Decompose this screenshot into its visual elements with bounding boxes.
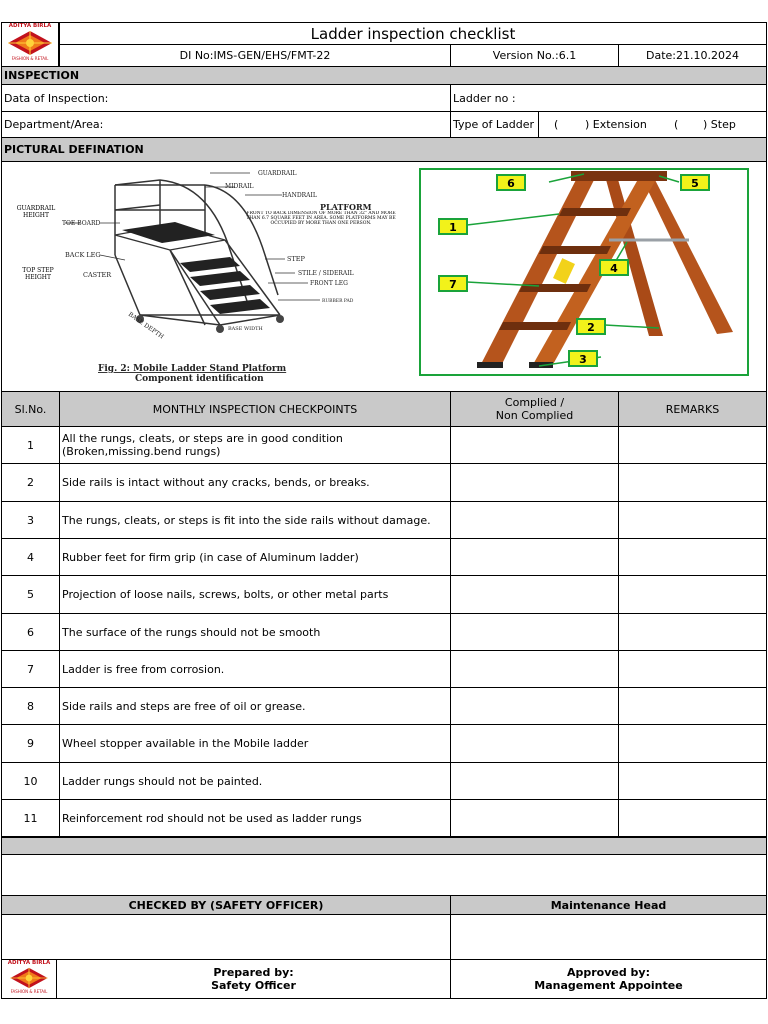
row-number: 7	[1, 650, 60, 688]
row-complied-cell[interactable]	[450, 724, 619, 763]
row-complied-cell[interactable]	[450, 426, 619, 464]
diagram-label-toe-board: TOE BOARD	[62, 220, 101, 227]
row-complied-cell[interactable]	[450, 575, 619, 614]
logo-emblem-icon	[7, 30, 53, 56]
row-number: 8	[1, 687, 60, 725]
maintenance-head-signature[interactable]	[450, 914, 767, 960]
diagram-label-base-depth: BASE DEPTH	[126, 310, 165, 341]
photo-callout-4: 4	[610, 262, 618, 275]
photo-callout-5: 5	[691, 177, 699, 190]
column-header-checkpoints: MONTHLY INSPECTION CHECKPOINTS	[59, 391, 451, 427]
row-number: 4	[1, 538, 60, 576]
row-complied-cell[interactable]	[450, 613, 619, 651]
diagram-caption-sub: Component identification	[135, 374, 264, 384]
pictorial-area	[1, 161, 767, 392]
diagram-label-handrail: HANDRAIL	[282, 192, 317, 199]
checked-by-header: CHECKED BY (SAFETY OFFICER)	[1, 895, 451, 915]
row-checkpoint: Side rails and steps are free of oil or grease.	[59, 687, 451, 725]
ladder-number-label: Ladder no :	[450, 84, 767, 112]
row-checkpoint: The surface of the rungs should not be smooth	[59, 613, 451, 651]
diagram-label-back-leg: BACK LEG	[65, 251, 101, 259]
row-number: 9	[1, 724, 60, 763]
row-remarks-cell[interactable]	[618, 799, 767, 837]
row-remarks-cell[interactable]	[618, 463, 767, 502]
photo-callout-6: 6	[507, 177, 515, 190]
row-remarks-cell[interactable]	[618, 538, 767, 576]
row-number: 5	[1, 575, 60, 614]
diagram-label-guardrail-height: GUARDRAIL HEIGHT	[16, 205, 56, 219]
diagram-platform-note: FRONT TO BACK DIMENSION OF MORE THAN 32" AND MORE THAN 6.7 SQUARE FEET IN AREA. SOME PLATFORMS MAY BE OCCUPIED BY MORE THAN ONE PERSON.	[246, 211, 396, 226]
department-label: Department/Area:	[1, 111, 451, 138]
diagram-caption: Fig. 2: Mobile Ladder Stand Platform	[98, 364, 287, 374]
checked-by-signature[interactable]	[1, 914, 451, 960]
row-complied-cell[interactable]	[450, 463, 619, 502]
row-remarks-cell[interactable]	[618, 650, 767, 688]
row-number: 1	[1, 426, 60, 464]
ladder-type-options	[538, 111, 767, 138]
row-remarks-cell[interactable]	[618, 687, 767, 725]
row-checkpoint: Ladder rungs should not be painted.	[59, 762, 451, 800]
row-number: 3	[1, 501, 60, 539]
row-number: 2	[1, 463, 60, 502]
logo-text: ADITYA BIRLA	[8, 23, 52, 29]
row-checkpoint: Reinforcement rod should not be used as ladder rungs	[59, 799, 451, 837]
column-header-sl-no: Sl.No.	[1, 391, 60, 427]
row-complied-cell[interactable]	[450, 650, 619, 688]
diagram-label-step: STEP	[287, 255, 305, 263]
row-checkpoint: Ladder is free from corrosion.	[59, 650, 451, 688]
diagram-label-platform: PLATFORM	[320, 202, 372, 212]
diagram-label-guardrail: GUARDRAIL	[258, 170, 297, 177]
photo-callout-3: 3	[579, 353, 587, 366]
company-logo	[1, 22, 59, 67]
row-number: 11	[1, 799, 60, 837]
row-number: 6	[1, 613, 60, 651]
diagram-label-caster: CASTER	[83, 271, 112, 279]
row-complied-cell[interactable]	[450, 762, 619, 800]
pictorial-section-header: PICTURAL DEFINATION	[1, 137, 767, 162]
spacer-band	[1, 837, 767, 855]
maintenance-head-header: Maintenance Head	[450, 895, 767, 915]
row-complied-cell[interactable]	[450, 538, 619, 576]
footer-logo	[1, 959, 57, 999]
photo-callout-2: 2	[587, 321, 595, 334]
approved-by	[450, 959, 767, 999]
option-extension[interactable]: ) Extension	[585, 118, 647, 131]
non-complied-label: Non Complied	[495, 409, 574, 422]
diagram-label-base-width: BASE WIDTH	[228, 326, 263, 332]
row-checkpoint: Side rails is intact without any cracks, bends, or breaks.	[59, 463, 451, 502]
option-bracket-1: (	[554, 118, 559, 131]
option-step[interactable]: ) Step	[703, 118, 736, 131]
row-complied-cell[interactable]	[450, 501, 619, 539]
logo-subtext: FASHION & RETAIL	[11, 56, 49, 61]
inspection-date-label: Data of Inspection:	[1, 84, 451, 112]
approved-by-label: Approved by:	[566, 966, 651, 979]
prepared-by-value: Safety Officer	[211, 979, 296, 992]
row-checkpoint: The rungs, cleats, or steps is fit into the side rails without damage.	[59, 501, 451, 539]
inspection-section-header: INSPECTION	[1, 66, 767, 85]
diagram-label-top-step-height: TOP STEP HEIGHT	[22, 267, 54, 281]
footer-logo-subtext: FASHION & RETAIL	[10, 989, 48, 994]
prepared-by	[56, 959, 451, 999]
mobile-ladder-diagram	[10, 165, 410, 387]
footer-logo-text: ADITYA BIRLA	[7, 960, 51, 966]
option-bracket-2: (	[674, 118, 679, 131]
row-number: 10	[1, 762, 60, 800]
diagram-label-stile: STILE / SIDERAIL	[298, 270, 354, 277]
version-number: Version No.:6.1	[450, 44, 619, 67]
column-header-complied	[450, 391, 619, 427]
footer-logo-emblem-icon	[7, 967, 51, 989]
prepared-by-label: Prepared by:	[213, 966, 294, 979]
row-checkpoint: Projection of loose nails, screws, bolts, or other metal parts	[59, 575, 451, 614]
document-date: Date:21.10.2024	[618, 44, 767, 67]
step-ladder-photo	[419, 168, 749, 376]
row-remarks-cell[interactable]	[618, 724, 767, 763]
approved-by-value: Management Appointee	[534, 979, 683, 992]
photo-callout-1: 1	[449, 221, 457, 234]
row-remarks-cell[interactable]	[618, 762, 767, 800]
row-remarks-cell[interactable]	[618, 575, 767, 614]
notes-area[interactable]	[1, 854, 767, 896]
row-checkpoint: All the rungs, cleats, or steps are in good condition (Broken,missing.bend rungs)	[59, 426, 451, 464]
page-title: Ladder inspection checklist	[59, 22, 767, 45]
row-complied-cell[interactable]	[450, 799, 619, 837]
complied-label: Complied /	[504, 396, 565, 409]
row-checkpoint: Wheel stopper available in the Mobile ladder	[59, 724, 451, 763]
row-complied-cell[interactable]	[450, 687, 619, 725]
column-header-remarks: REMARKS	[618, 391, 767, 427]
row-remarks-cell[interactable]	[618, 501, 767, 539]
diagram-label-front-leg: FRONT LEG	[310, 280, 348, 287]
ladder-type-label: Type of Ladder	[450, 111, 539, 138]
row-remarks-cell[interactable]	[618, 426, 767, 464]
diagram-label-rubber-pad: RUBBER PAD	[322, 299, 354, 304]
document-number: DI No:IMS-GEN/EHS/FMT-22	[59, 44, 451, 67]
row-remarks-cell[interactable]	[618, 613, 767, 651]
photo-callout-7: 7	[449, 278, 457, 291]
diagram-label-midrail: MIDRAIL	[225, 183, 254, 190]
row-checkpoint: Rubber feet for firm grip (in case of Aluminum ladder)	[59, 538, 451, 576]
